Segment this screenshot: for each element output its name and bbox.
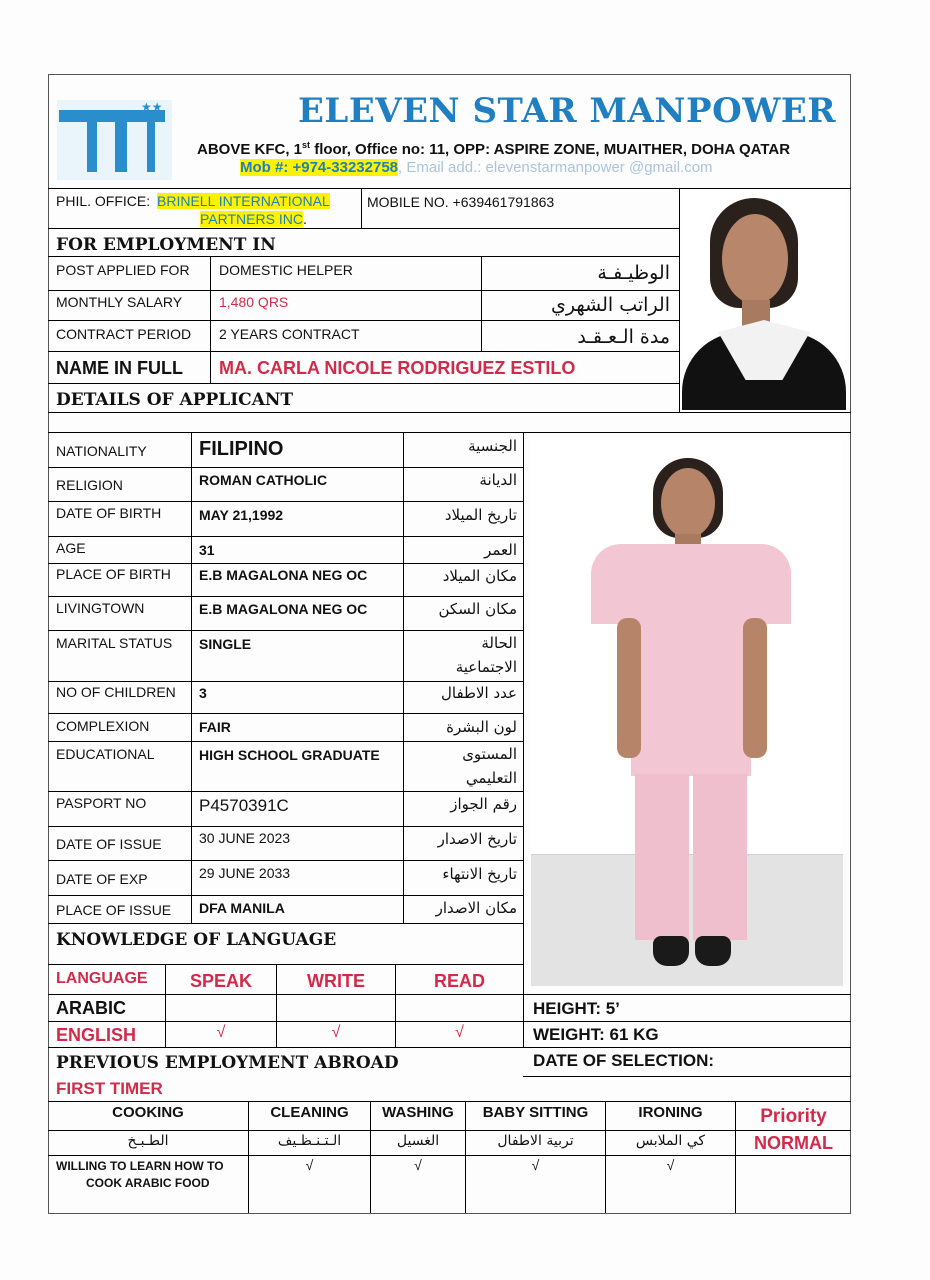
selection-date: DATE OF SELECTION: (533, 1051, 715, 1070)
children-label: NO OF CHILDREN (56, 684, 176, 700)
skill-washing: WASHING (382, 1104, 454, 1121)
age-arabic: العمر (484, 541, 517, 559)
education-arabic-2: التعليمي (465, 769, 517, 787)
nationality-arabic: الجنسية (468, 437, 517, 455)
washing-check: √ (414, 1157, 422, 1173)
education-label: EDUCATIONAL (56, 746, 155, 762)
company-name: ELEVEN STAR MANPOWER (298, 91, 837, 131)
marital-value: SINGLE (199, 636, 252, 652)
contract-value: 2 YEARS CONTRACT (219, 326, 360, 342)
complexion-arabic: لون البشرة (446, 718, 517, 736)
dob-label: DATE OF BIRTH (56, 505, 162, 521)
issue-date-arabic: تاريخ الاصدار (437, 830, 517, 848)
previous-status: FIRST TIMER (56, 1079, 163, 1098)
post-arabic: الوظيـفـة (597, 262, 670, 284)
exp-date-label: DATE OF EXP (56, 871, 148, 887)
read-col-header: READ (433, 971, 485, 991)
age-value: 31 (199, 542, 215, 558)
exp-date-value: 29 JUNE 2033 (199, 865, 291, 881)
height-value: HEIGHT: 5’ (533, 999, 620, 1018)
language-arabic: ARABIC (56, 998, 126, 1018)
cleaning-check: √ (305, 1157, 314, 1173)
marital-arabic: الحالة (481, 634, 517, 652)
priority-value: NORMAL (754, 1133, 833, 1153)
children-arabic: عدد الاطفال (441, 684, 517, 702)
skill-babysitting-arabic: تربية الاطفال (497, 1133, 574, 1149)
skill-washing-arabic: الغسيل (396, 1133, 440, 1149)
company-email: , Email add.: elevenstarmanpower @gmail.com (398, 159, 713, 176)
speak-col-header: SPEAK (189, 971, 252, 991)
passport-arabic: رقم الجواز (450, 795, 517, 813)
full-body-photo (531, 440, 843, 986)
pob-arabic: مكان الميلاد (442, 567, 517, 585)
education-value: HIGH SCHOOL GRADUATE (199, 747, 380, 763)
issue-date-value: 30 JUNE 2023 (199, 830, 291, 846)
skill-cooking: COOKING (112, 1104, 184, 1121)
post-label: POST APPLIED FOR (56, 262, 190, 278)
religion-arabic: الديانة (479, 471, 517, 489)
ironing-check: √ (666, 1157, 675, 1173)
write-col-header: WRITE (307, 971, 365, 991)
previous-heading: PREVIOUS EMPLOYMENT ABROAD (56, 1053, 399, 1073)
issue-place-value: DFA MANILA (199, 900, 285, 916)
contract-label: CONTRACT PERIOD (56, 326, 192, 342)
company-address: ABOVE KFC, 1st floor, Office no: 11, OPP: ASPIRE ZONE, MUAITHER, DOHA QATAR (197, 140, 791, 158)
english-read: √ (455, 1024, 464, 1041)
salary-label: MONTHLY SALARY (56, 294, 183, 310)
name-label: NAME IN FULL (56, 358, 183, 378)
cooking-note-line2: COOK ARABIC FOOD (86, 1176, 210, 1190)
livingtown-label: LIVINGTOWN (56, 600, 145, 616)
passport-value: P4570391C (199, 796, 289, 815)
cooking-note-line1: WILLING TO LEARN HOW TO (56, 1159, 224, 1173)
complexion-label: COMPLEXION (56, 718, 150, 734)
passport-label: PASPORT NO (56, 795, 147, 811)
skill-ironing-arabic: كي الملابس (635, 1133, 706, 1149)
office-mobile: MOBILE NO. +639461791863 (367, 194, 555, 210)
post-value: DOMESTIC HELPER (219, 262, 353, 278)
skill-cleaning-arabic: الـتـنـظـيف (277, 1133, 342, 1149)
religion-value: ROMAN CATHOLIC (199, 472, 328, 488)
dob-arabic: تاريخ الميلاد (444, 506, 517, 524)
education-arabic: المستوى (462, 745, 517, 763)
office-name-line2: PARTNERS INC. (200, 211, 307, 227)
english-speak: √ (216, 1024, 226, 1041)
logo-icon: ★★ ★ (57, 100, 172, 180)
skill-ironing: IRONING (638, 1104, 703, 1121)
salary-arabic: الراتب الشهري (551, 294, 670, 316)
employment-heading: FOR EMPLOYMENT IN (56, 235, 276, 255)
language-english: ENGLISH (56, 1025, 137, 1045)
pob-label: PLACE OF BIRTH (56, 566, 171, 582)
dob-value: MAY 21,1992 (199, 507, 284, 523)
skill-cleaning: CLEANING (270, 1104, 349, 1121)
weight-value: WEIGHT: 61 KG (533, 1025, 659, 1044)
exp-date-arabic: تاريخ الانتهاء (442, 865, 517, 883)
language-col-header: LANGUAGE (56, 970, 148, 987)
skill-babysitting: BABY SITTING (482, 1104, 589, 1121)
english-write: √ (331, 1024, 341, 1041)
office-name-line1: BRINELL INTERNATIONAL (157, 193, 330, 209)
issue-place-arabic: مكان الاصدار (435, 899, 517, 917)
pob-value: E.B MAGALONA NEG OC (199, 567, 368, 583)
nationality-label: NATIONALITY (56, 443, 147, 459)
marital-label: MARITAL STATUS (56, 635, 173, 651)
religion-label: RELIGION (56, 477, 123, 493)
details-heading: DETAILS OF APPLICANT (56, 390, 294, 410)
children-value: 3 (199, 685, 207, 701)
salary-value: 1,480 QRS (219, 294, 289, 310)
language-heading: KNOWLEDGE OF LANGUAGE (56, 930, 337, 950)
issue-place-label: PLACE OF ISSUE (56, 902, 172, 918)
portrait-photo (682, 192, 846, 410)
skill-cooking-arabic: الطـبـخ (127, 1133, 169, 1149)
babysitting-check: √ (531, 1157, 540, 1173)
nationality-value: FILIPINO (199, 438, 284, 460)
company-mobile: Mob #: +974-33232758 (240, 159, 399, 176)
complexion-value: FAIR (199, 719, 231, 735)
contract-arabic: مدة الـعـقـد (577, 326, 670, 348)
office-label: PHIL. OFFICE: (56, 193, 151, 209)
issue-date-label: DATE OF ISSUE (56, 836, 162, 852)
livingtown-arabic: مكان السكن (438, 600, 517, 618)
marital-arabic-2: الاجتماعية (455, 658, 517, 676)
name-value: MA. CARLA NICOLE RODRIGUEZ ESTILO (219, 358, 576, 378)
age-label: AGE (56, 540, 86, 556)
priority-label: Priority (760, 1106, 827, 1127)
livingtown-value: E.B MAGALONA NEG OC (199, 601, 368, 617)
